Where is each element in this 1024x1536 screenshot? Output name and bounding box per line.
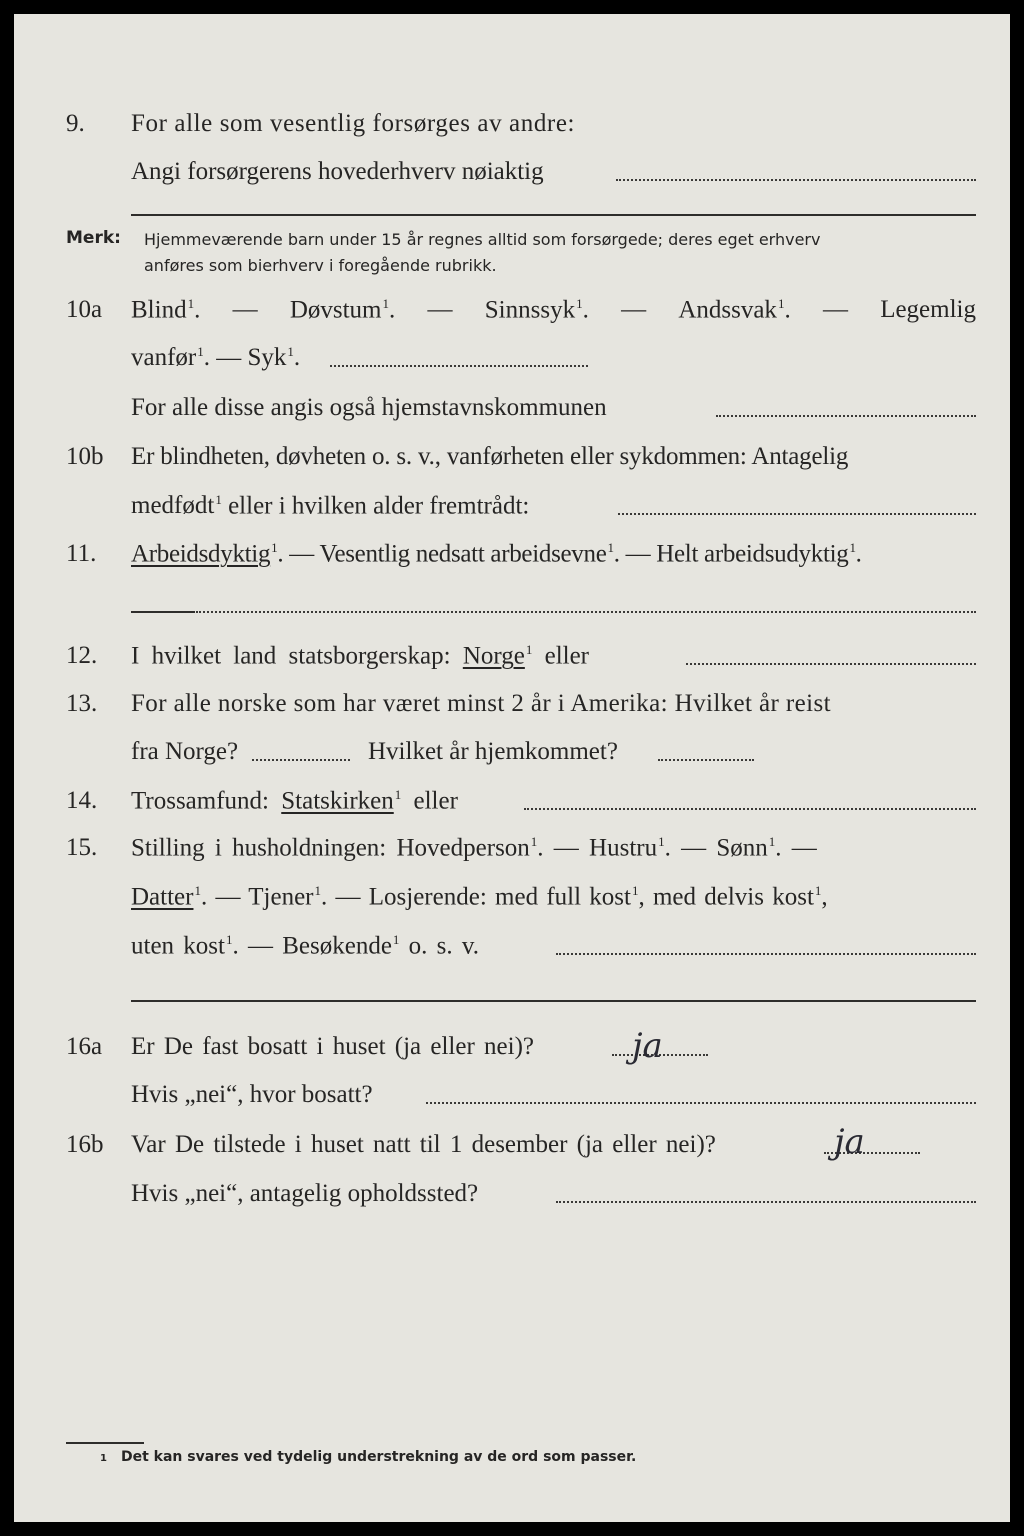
question-16a (14, 1033, 1010, 1073)
question-number: 14. (66, 787, 98, 814)
merk-note-line-2: anføres som bierhverv i foregående rubrikk. (144, 256, 497, 275)
option-uten-kost[interactable]: uten kost (131, 932, 225, 960)
answer-line[interactable] (330, 364, 588, 367)
answer-line-reist[interactable] (252, 758, 350, 761)
question-text: Er blindheten, døvheten o. s. v., vanførheten eller sykdommen: Antagelig (131, 443, 849, 470)
question-10b (14, 443, 1010, 483)
question-15-line-2: Datter$^1$. — Tjener$^1$. — Losjerende: med full kost$^1$, med delvis kost$^1$, (131, 883, 828, 911)
question-number: 12. (66, 642, 98, 669)
question-13 (14, 690, 1010, 730)
handwritten-answer-16a[interactable]: ja (632, 1026, 663, 1066)
question-number: 10b (66, 443, 104, 470)
option-blind[interactable]: Blind$^1$. (131, 296, 201, 324)
option-statskirken[interactable]: Statskirken (281, 787, 394, 815)
question-text: Hvis „nei“, hvor bosatt? (131, 1081, 373, 1108)
question-text: For alle som vesentlig forsørges av andre: (131, 110, 576, 137)
option-hovedperson[interactable]: Stilling i husholdningen: Hovedperson (131, 834, 530, 862)
answer-line[interactable] (716, 414, 976, 417)
option-arbeidsudyktig[interactable]: . — Helt arbeidsudyktig (613, 540, 849, 568)
question-9 (14, 110, 1010, 150)
answer-rule (131, 214, 976, 216)
option-legemlig[interactable]: Legemlig (880, 296, 976, 323)
answer-line[interactable] (196, 610, 976, 613)
option-medfodt[interactable]: medfødt$^1$ (131, 492, 222, 520)
question-15-line-3: uten kost$^1$. — Besøkende$^1$ o. s. v. (131, 932, 480, 960)
option-hustru[interactable]: . — Hustru (537, 834, 658, 862)
question-text: fra Norge? (131, 738, 239, 765)
census-form-page (14, 14, 1010, 1522)
question-13-line-2 (14, 738, 1010, 778)
question-number: 13. (66, 690, 98, 717)
option-delvis-kost[interactable]: , med delvis kost (638, 883, 814, 911)
question-14: 14. Trossamfund: Statskirken$^1$ eller (66, 787, 458, 815)
answer-rule (131, 611, 195, 613)
answer-line[interactable] (556, 952, 976, 955)
question-number: 11. (66, 540, 97, 567)
option-norge[interactable]: Norge (462, 642, 525, 670)
option-dovstum[interactable]: Døvstum$^1$. (289, 296, 396, 324)
answer-line-hjemkommet[interactable] (658, 758, 754, 761)
question-15: 15. Stilling i husholdningen: Hovedperson$^1$. — Hustru$^1$. — Sønn$^1$. — (66, 834, 817, 862)
option-andssvak[interactable]: Andssvak$^1$. (678, 296, 791, 324)
question-10a-line-2: vanfør$^1$. — Syk$^1$. (131, 344, 301, 372)
answer-line[interactable] (524, 807, 976, 810)
question-number: 10a (66, 296, 103, 323)
merk-note-line-1: Hjemmeværende barn under 15 år regnes alltid som forsørgede; deres eget erhverv (144, 230, 821, 249)
handwritten-answer-16b[interactable]: ja (834, 1122, 865, 1162)
option-full-kost[interactable]: . — Losjerende: med full kost (321, 883, 631, 911)
answer-line[interactable] (426, 1101, 976, 1104)
question-text: Var De tilstede i huset natt til 1 desember (ja eller nei)? (131, 1131, 716, 1158)
option-vanfor[interactable]: vanfør$^1$. (131, 344, 210, 372)
footnote: 1 Det kan svares ved tydelig understrekning av de ord som passer. (100, 1449, 637, 1465)
question-text: Angi forsørgerens hovederhverv nøiaktig (131, 158, 544, 185)
question-11: 11. Arbeidsdyktig$^1$. — Vesentlig nedsatt arbeidsevne$^1$. — Helt arbeidsudyktig$^1$. (66, 540, 862, 568)
option-datter[interactable]: Datter (131, 883, 194, 911)
question-text: For alle disse angis også hjemstavnskommunen (131, 394, 607, 421)
answer-line[interactable] (686, 662, 976, 665)
question-text: Hvilket år hjemkommet? (368, 738, 618, 765)
option-syk[interactable]: Syk$^1$. (247, 344, 301, 372)
option-tjener[interactable]: . — Tjener (200, 883, 314, 911)
option-besokende[interactable]: . — Besøkende (232, 932, 392, 960)
footnote-rule (66, 1442, 144, 1444)
question-10a (14, 296, 1010, 336)
answer-rule (131, 1000, 976, 1002)
question-number: 16a (66, 1033, 103, 1060)
question-number: 15. (66, 834, 98, 861)
question-12: 12. I hvilket land statsborgerskap: Norge$^1$ eller (66, 642, 590, 670)
option-sonn[interactable]: . — Sønn (664, 834, 768, 862)
option-arbeidsdyktig[interactable]: Arbeidsdyktig (131, 540, 271, 568)
question-text: For alle norske som har været minst 2 år i Amerika: Hvilket år reist (131, 690, 831, 717)
question-number: 16b (66, 1131, 104, 1158)
question-text: Hvis „nei“, antagelig opholdssted? (131, 1180, 479, 1207)
question-text: Er De fast bosatt i huset (ja eller nei)? (131, 1033, 535, 1060)
answer-line[interactable] (618, 512, 976, 515)
option-sinnssyk[interactable]: Sinnssyk$^1$. (484, 296, 589, 324)
question-text: eller i hvilken alder fremtrådt: (228, 492, 530, 520)
question-number: 9. (66, 110, 85, 137)
answer-line[interactable] (616, 178, 976, 181)
merk-label: Merk: (66, 228, 121, 248)
answer-line[interactable] (556, 1200, 976, 1203)
option-nedsatt[interactable]: . — Vesentlig nedsatt arbeidsevne (277, 540, 607, 568)
question-text: I hvilket land statsborgerskap: (131, 642, 451, 670)
condition-list: Blind$^1$. — Døvstum$^1$. — Sinnssyk$^1$. — Andssvak$^1$. — Legemlig (131, 296, 976, 324)
